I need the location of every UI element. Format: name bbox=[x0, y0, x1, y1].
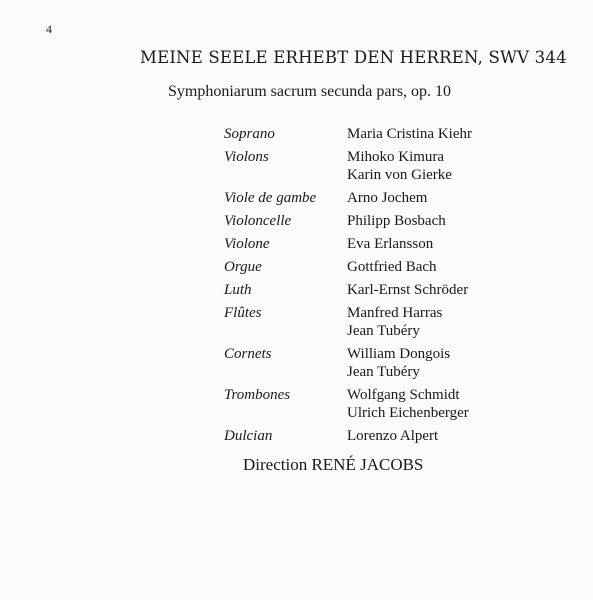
instrument-name: Violone bbox=[224, 236, 270, 252]
player-list bbox=[347, 281, 524, 299]
performer-roster bbox=[224, 125, 524, 450]
instrument-name: Soprano bbox=[224, 126, 275, 142]
work-subtitle: Symphoniarum sacrum secunda pars, op. 10 bbox=[168, 83, 452, 100]
player-name: Maria Cristina Kiehr bbox=[347, 126, 472, 142]
instrument-name: Violons bbox=[224, 149, 269, 165]
instrument-name: Luth bbox=[224, 282, 252, 298]
player-name: Eva Erlansson bbox=[347, 236, 434, 252]
player-name: Manfred Harras bbox=[347, 305, 443, 321]
player-list bbox=[347, 386, 524, 422]
player-list bbox=[347, 189, 524, 207]
player-list bbox=[347, 212, 524, 230]
player-name: William Dongois bbox=[347, 346, 451, 362]
player-list bbox=[347, 345, 524, 381]
player-name: Karl-Ernst Schröder bbox=[347, 282, 469, 298]
work-title: MEINE SEELE ERHEBT DEN HERREN, SWV 344 bbox=[140, 48, 567, 67]
instrument-name: Trombones bbox=[224, 387, 291, 403]
page-number: 4 bbox=[46, 22, 52, 36]
roster-row bbox=[224, 258, 524, 276]
roster-row bbox=[224, 281, 524, 299]
player-list bbox=[347, 125, 524, 143]
player-name: Mihoko Kimura bbox=[347, 149, 445, 165]
player-list bbox=[347, 304, 524, 340]
roster-row bbox=[224, 427, 524, 445]
instrument-name: Violoncelle bbox=[224, 213, 292, 229]
player-name: Gottfried Bach bbox=[347, 259, 437, 275]
player-name: Lorenzo Alpert bbox=[347, 428, 439, 444]
roster-row bbox=[224, 304, 524, 340]
player-list bbox=[347, 148, 524, 184]
player-list bbox=[347, 235, 524, 253]
player-name: Karin von Gierke bbox=[347, 167, 452, 183]
roster-row bbox=[224, 386, 524, 422]
instrument-name: Flûtes bbox=[224, 305, 262, 321]
roster-row bbox=[224, 212, 524, 230]
player-name: Jean Tubéry bbox=[347, 364, 420, 380]
player-list bbox=[347, 427, 524, 445]
instrument-name: Cornets bbox=[224, 346, 272, 362]
roster-row bbox=[224, 189, 524, 207]
roster-row bbox=[224, 148, 524, 184]
roster-row bbox=[224, 235, 524, 253]
roster-row bbox=[224, 345, 524, 381]
roster-row bbox=[224, 125, 524, 143]
instrument-name: Dulcian bbox=[224, 428, 273, 444]
player-name: Philipp Bosbach bbox=[347, 213, 446, 229]
direction-label: Direction bbox=[243, 455, 308, 474]
instrument-name: Viole de gambe bbox=[224, 190, 317, 206]
conductor-name: RENÉ JACOBS bbox=[311, 455, 424, 474]
player-name: Wolfgang Schmidt bbox=[347, 387, 460, 403]
player-list bbox=[347, 258, 524, 276]
player-name: Arno Jochem bbox=[347, 190, 428, 206]
instrument-name: Orgue bbox=[224, 259, 262, 275]
direction-line bbox=[243, 455, 423, 475]
player-name: Jean Tubéry bbox=[347, 323, 420, 339]
player-name: Ulrich Eichenberger bbox=[347, 405, 469, 421]
